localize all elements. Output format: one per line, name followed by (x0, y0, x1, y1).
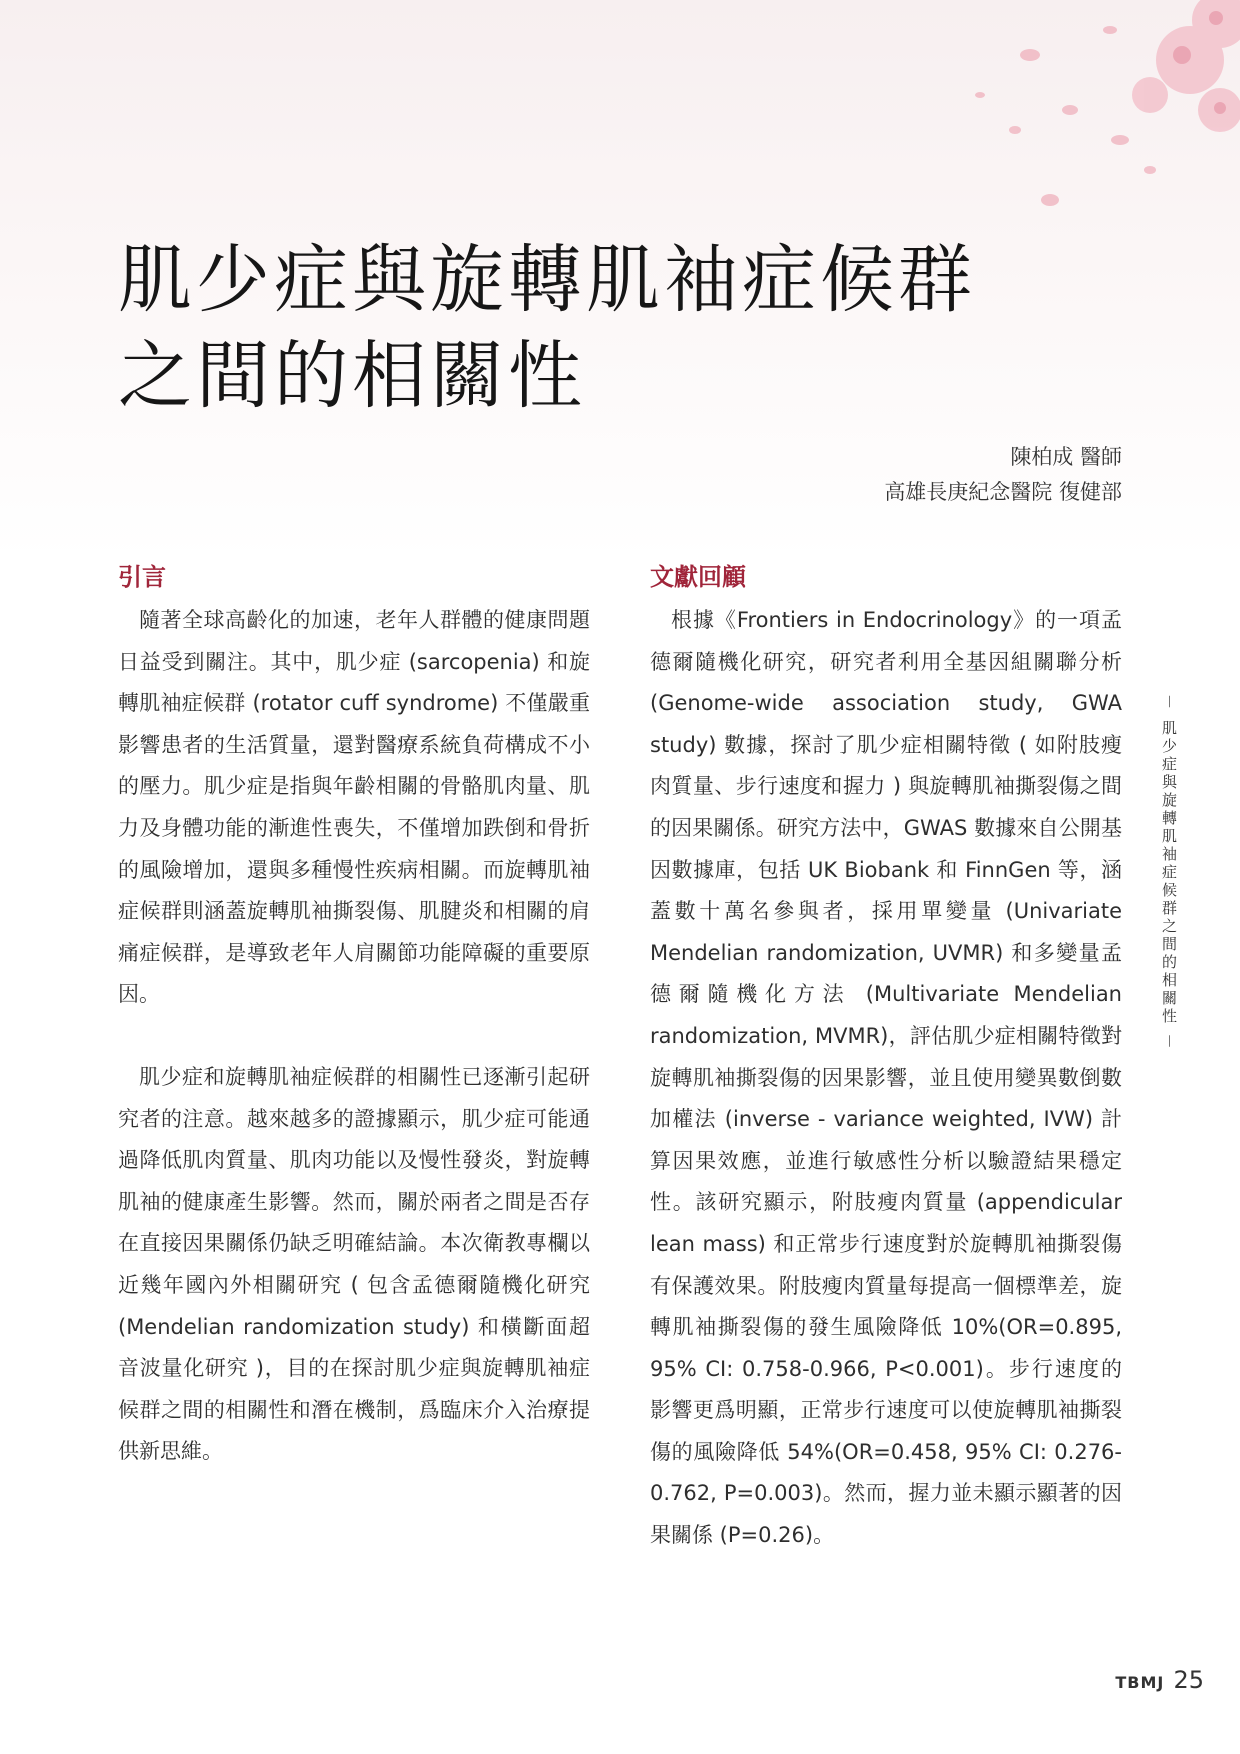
paragraph: 根據《Frontiers in Endocrinology》的一項孟德爾隨機化研究，研究者利用全基因組關聯分析 (Genome-wide association study, GWA study) 數據，探討了肌少症相關特徵 ( 如附肢瘦肉質量、步行速度和握力 ) 與旋轉肌袖撕裂傷之間的因果關係。研究方法中，GWAS 數據來自公開基因數據庫，包括 UK Biobank 和 FinnGen 等，涵蓋數十萬名參與者，採用單變量 (Univariate Mendelian randomization, UVMR) 和多變量孟德爾隨機化方法 (Multivariate Mendelian randomization, MVMR)，評估肌少症相關特徵對旋轉肌袖撕裂傷的因果影響，並且使用變異數倒數加權法 (inverse - variance weighted, IVW) 計算因果效應，並進行敏感性分析以驗證結果穩定性。該研究顯示，附肢瘦肉質量 (appendicular lean mass) 和正常步行速度對於旋轉肌袖撕裂傷有保護效果。附肢瘦肉質量每提高一個標準差，旋轉肌袖撕裂傷的發生風險降低 10%(OR=0.895, 95% CI: 0.758-0.966, P<0.001)。步行速度的影響更爲明顯，正常步行速度可以使旋轉肌袖撕裂傷的風險降低 54%(OR=0.458, 95% CI: 0.276-0.762, P=0.003)。然而，握力並未顯示顯著的因果關係 (P=0.26)。 (650, 608, 1122, 1548)
section-heading-literature-review: 文獻回顧 (650, 562, 746, 591)
page-number: 25 (1173, 1666, 1204, 1694)
section-heading-introduction: 引言 (118, 562, 166, 591)
article-title (118, 232, 1018, 424)
left-column (118, 560, 590, 1473)
cherry-blossom-decoration (920, 0, 1240, 260)
running-title-vertical: － 肌少症與旋轉肌袖症候群之間的相關性 － (1160, 694, 1178, 1052)
byline (884, 440, 1122, 510)
journal-name: TBMJ (1115, 1673, 1165, 1692)
page-footer (1115, 1666, 1204, 1694)
title-line-2: 之間的相關性 (118, 333, 586, 419)
title-line-1: 肌少症與旋轉肌袖症候群 (118, 237, 976, 323)
right-column (650, 560, 1122, 1557)
author-affiliation: 高雄長庚紀念醫院 復健部 (884, 480, 1122, 504)
paragraph: 肌少症和旋轉肌袖症候群的相關性已逐漸引起研究者的注意。越來越多的證據顯示，肌少症可能通過降低肌肉質量、肌肉功能以及慢性發炎，對旋轉肌袖的健康產生影響。然而，關於兩者之間是否存在直接因果關係仍缺乏明確結論。本次衛教專欄以近幾年國內外相關研究 ( 包含孟德爾隨機化研究 (Mendelian randomization study) 和橫斷面超音波量化研究 )，目的在探討肌少症與旋轉肌袖症候群之間的相關性和潛在機制，爲臨床介入治療提供新思維。 (118, 1064, 590, 1464)
paragraph: 隨著全球高齡化的加速，老年人群體的健康問題日益受到關注。其中，肌少症 (sarcopenia) 和旋轉肌袖症候群 (rotator cuff syndrome) 不僅嚴重影響患者的生活質量，還對醫療系統負荷構成不小的壓力。肌少症是指與年齡相關的骨骼肌肉量、肌力及身體功能的漸進性喪失，不僅增加跌倒和骨折的風險增加，還與多種慢性疾病相關。而旋轉肌袖症候群則涵蓋旋轉肌袖撕裂傷、肌腱炎和相關的肩痛症候群，是導致老年人肩關節功能障礙的重要原因。 (118, 608, 590, 1007)
author-name: 陳柏成 醫師 (1010, 445, 1122, 469)
